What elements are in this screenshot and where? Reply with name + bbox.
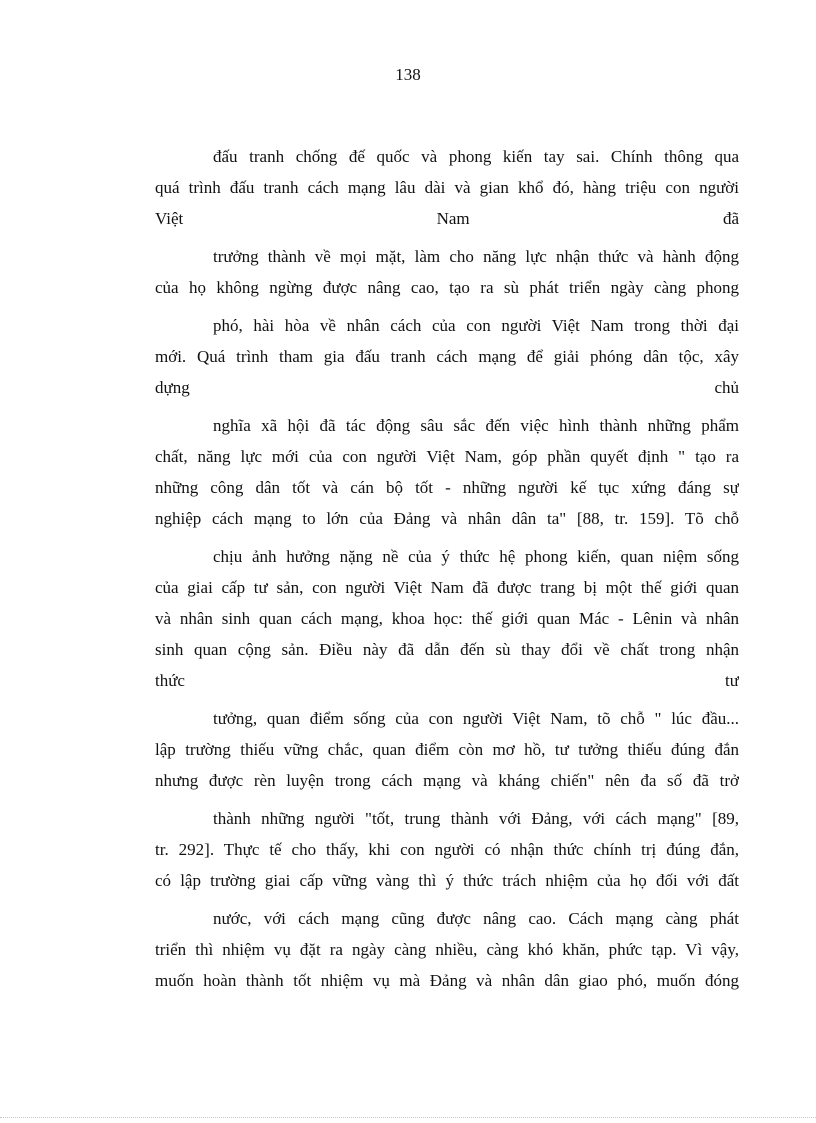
text-line: nghĩa xã hội đã tác động sâu sắc đến việc hình thành những phẩm xyxy=(213,416,739,435)
page-number: 138 xyxy=(395,65,421,84)
text-line: mới. Quá trình tham gia đấu tranh cách mạng để giải phóng dân tộc, xây xyxy=(155,347,739,366)
text-line: của giai cấp tư sản, con người Việt Nam đã được trang bị một thế giới quan xyxy=(155,578,739,597)
text-line: nghiệp cách mạng to lớn của Đảng và nhân dân ta" [88, tr. 159]. Tõ chỗ xyxy=(155,509,739,528)
text-line: triển thì nhiệm vụ đặt ra ngày càng nhiều, càng khó khăn, phức tạp. Vì vậy, xyxy=(155,940,739,959)
text-line: trưởng thành về mọi mặt, làm cho năng lực nhận thức và hành động xyxy=(213,247,739,266)
text-line: dựng chủ xyxy=(155,378,739,397)
page-bottom-divider xyxy=(0,1117,816,1118)
text-line: tưởng, quan điểm sống của con người Việt Nam, tõ chỗ " lúc đầu... xyxy=(213,709,739,728)
text-line: nước, với cách mạng cũng được nâng cao. Cách mạng càng phát xyxy=(213,909,739,928)
text-line: những công dân tốt và cán bộ tốt - những người kế tục xứng đáng sự xyxy=(155,478,739,497)
text-line: đấu tranh chống đế quốc và phong kiến tay sai. Chính thông qua xyxy=(213,147,739,166)
text-line: thức tư xyxy=(155,671,739,690)
text-line: Việt Nam đã xyxy=(155,209,739,228)
text-line: và nhân sinh quan cách mạng, khoa học: thế giới quan Mác - Lênin và nhân xyxy=(155,609,739,628)
text-line: của họ không ngừng được nâng cao, tạo ra sù phát triển ngày càng phong xyxy=(155,278,739,297)
text-line: chất, năng lực mới của con người Việt Nam, góp phần quyết định " tạo ra xyxy=(155,447,739,466)
body-text xyxy=(155,141,739,996)
text-line: thành những người "tốt, trung thành với Đảng, với cách mạng" [89, xyxy=(213,809,739,828)
text-line: chịu ảnh hưởng nặng nề của ý thức hệ phong kiến, quan niệm sống xyxy=(213,547,739,566)
text-line: tr. 292]. Thực tế cho thấy, khi con người có nhận thức chính trị đúng đắn, xyxy=(155,840,739,859)
text-line: quá trình đấu tranh cách mạng lâu dài và gian khổ đó, hàng triệu con người xyxy=(155,178,739,197)
text-line: muốn hoàn thành tốt nhiệm vụ mà Đảng và nhân dân giao phó, muốn đóng xyxy=(155,971,739,990)
text-line: nhưng được rèn luyện trong cách mạng và kháng chiến" nên đa số đã trở xyxy=(155,771,739,790)
text-line: sinh quan cộng sản. Điều này đã dẫn đến sù thay đổi về chất trong nhận xyxy=(155,640,739,659)
text-line: có lập trường giai cấp vững vàng thì ý thức trách nhiệm của họ đối với đất xyxy=(155,871,739,890)
text-line: phó, hài hòa về nhân cách của con người Việt Nam trong thời đại xyxy=(213,316,739,335)
text-line: lập trường thiếu vững chắc, quan điểm còn mơ hồ, tư tưởng thiếu đúng đắn xyxy=(155,740,739,759)
